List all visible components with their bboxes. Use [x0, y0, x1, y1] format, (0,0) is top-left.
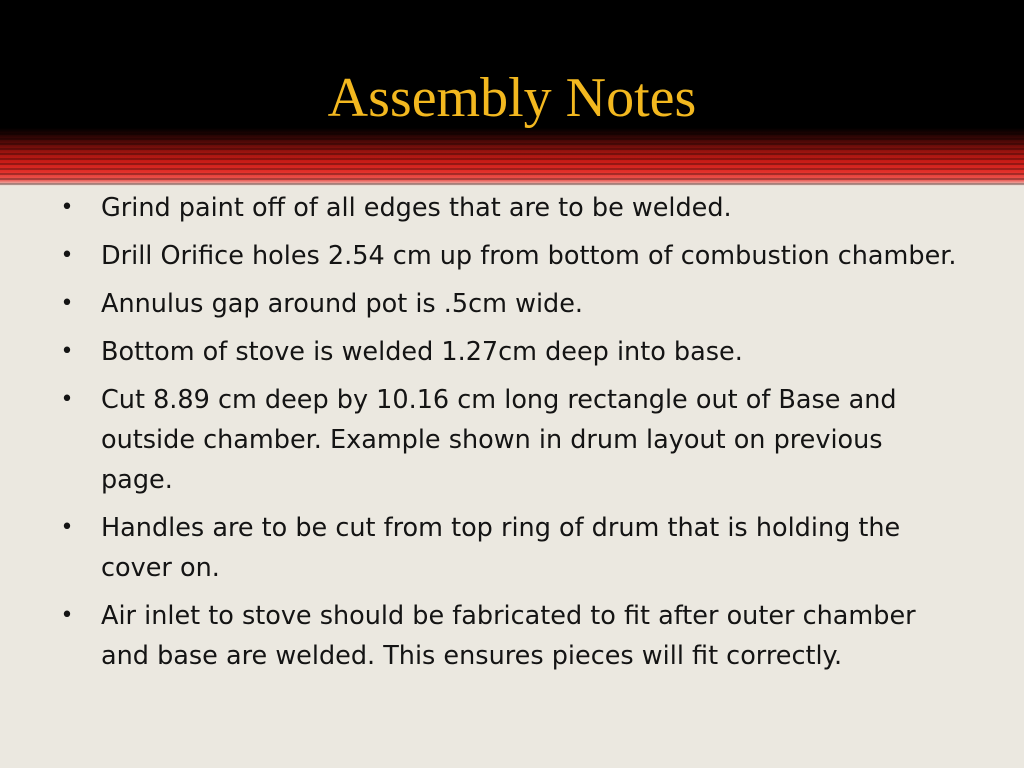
- bullet-text: Annulus gap around pot is .5cm wide.: [101, 289, 584, 319]
- slide-title: Assembly Notes: [327, 67, 697, 129]
- red-stripe-band: [0, 130, 1024, 186]
- bullet-item: [57, 508, 957, 588]
- bullet-text: Drill Orifice holes 2.54 cm up from bottom of combustion chamber.: [101, 241, 957, 271]
- bullet-icon: •: [60, 603, 74, 628]
- bullet-item: [57, 284, 957, 324]
- bullet-icon: •: [60, 195, 74, 220]
- bullet-text: Handles are to be cut from top ring of drum that is holding the cover on.: [101, 513, 901, 583]
- bullet-icon: •: [60, 243, 74, 268]
- bullet-icon: •: [60, 339, 74, 364]
- bullet-icon: •: [60, 515, 74, 540]
- bullet-item: [57, 332, 957, 372]
- bullet-icon: •: [60, 291, 74, 316]
- bullet-text: Bottom of stove is welded 1.27cm deep into base.: [101, 337, 743, 367]
- bullet-text: Air inlet to stove should be fabricated to fit after outer chamber and base are welded. This ensures pieces will fit correctly.: [101, 601, 916, 671]
- bullet-item: [57, 596, 957, 676]
- bullet-item: [57, 380, 957, 500]
- bullet-item: [57, 188, 957, 228]
- bullet-text: Cut 8.89 cm deep by 10.16 cm long rectangle out of Base and outside chamber. Example shown in drum layout on previous page.: [101, 385, 897, 495]
- bullet-text: Grind paint off of all edges that are to be welded.: [101, 193, 732, 223]
- bullet-item: [57, 236, 957, 276]
- bullet-icon: •: [60, 387, 74, 412]
- bullet-list: [57, 188, 957, 684]
